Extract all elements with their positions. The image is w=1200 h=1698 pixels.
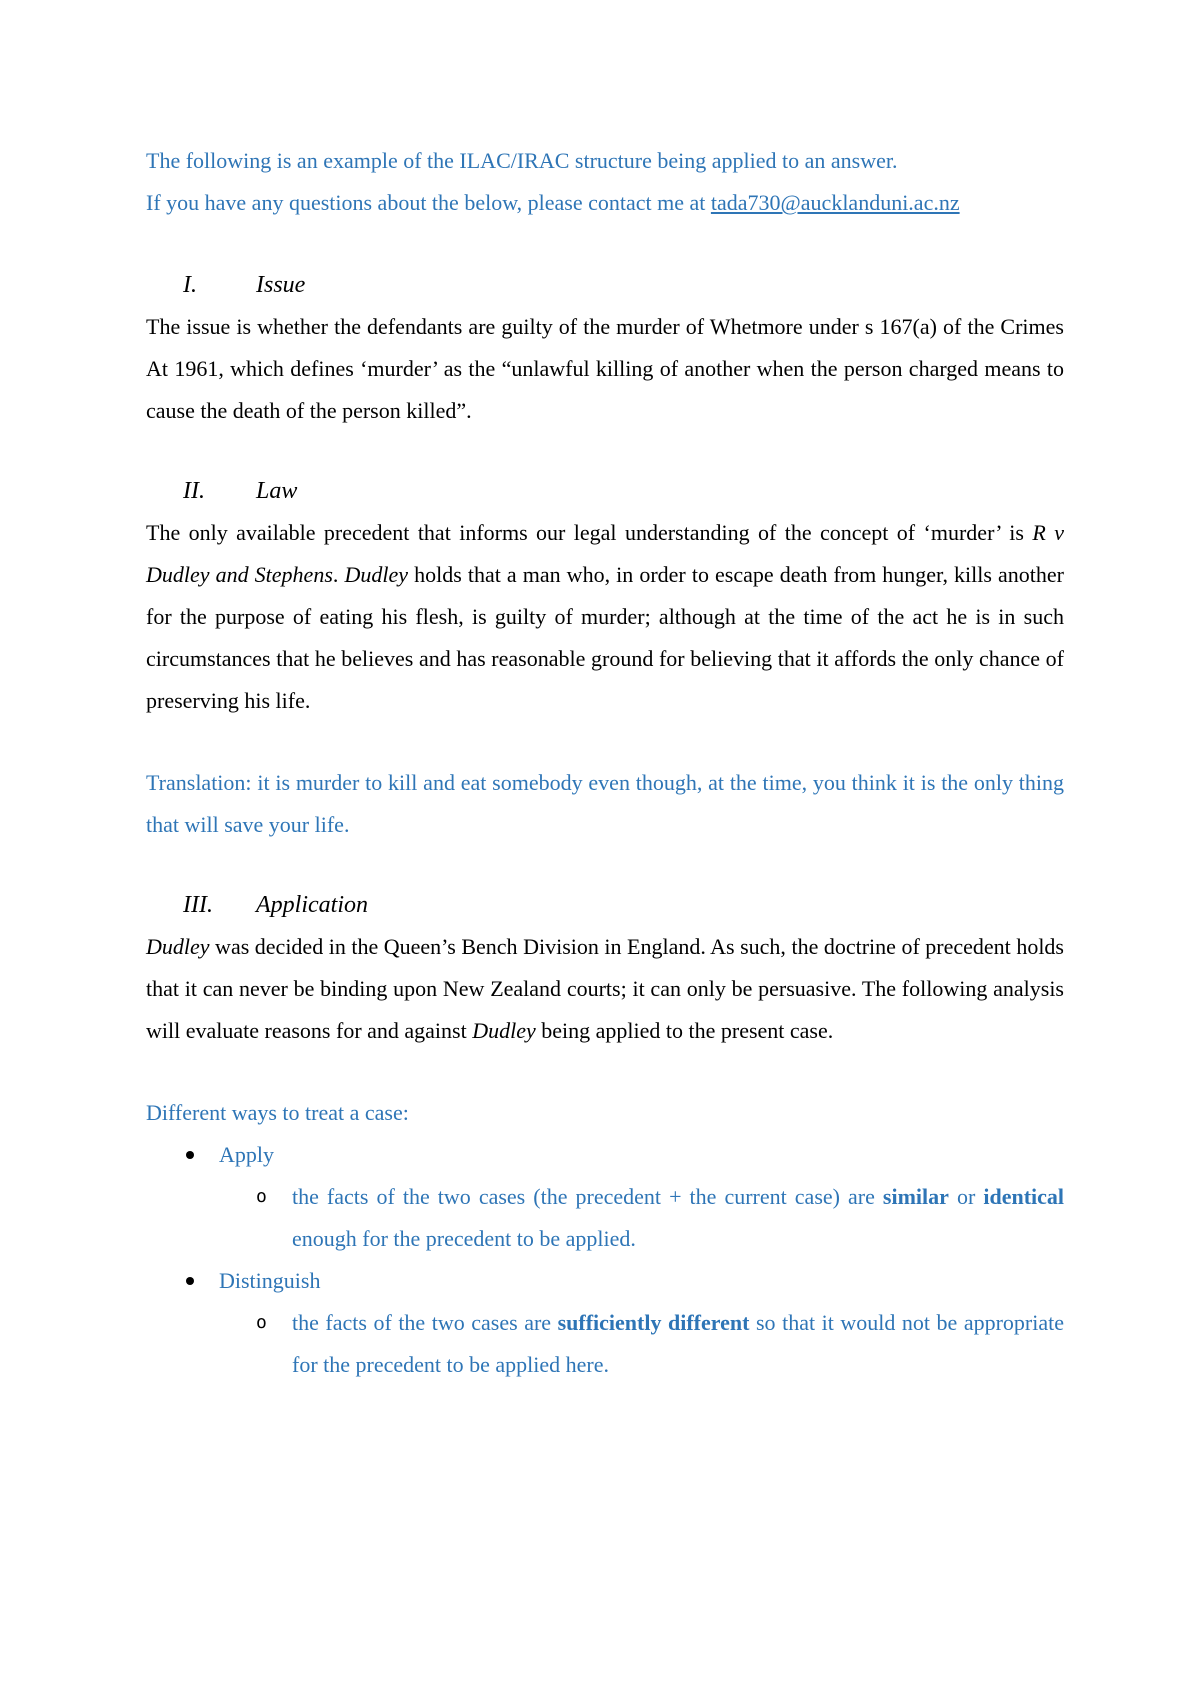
heading-application — [146, 884, 1064, 926]
translation-paragraph: Translation: it is murder to kill and eat somebody even though, at the time, you think it is the only thing that will save your life. — [146, 770, 1064, 837]
heading-issue — [146, 264, 1064, 306]
application-text: was decided in the Queen’s Bench Division in England. As such, the doctrine of precedent holds that it can never be binding upon New Zealand courts; it can only be persuasive. The following analysis will evaluate reasons for and against — [146, 934, 1064, 1043]
case-short-name: Dudley — [146, 934, 210, 959]
law-text: The only available precedent that informs our legal understanding of the concept of ‘murder’ is — [146, 520, 1033, 545]
emphasis-text: identical — [983, 1184, 1065, 1209]
bullet-icon — [183, 1260, 219, 1302]
application-text: being applied to the present case. — [535, 1018, 834, 1043]
sub-list-item — [146, 1176, 1064, 1260]
ways-heading: Different ways to treat a case: — [146, 1100, 409, 1125]
heading-title: Application — [256, 892, 368, 918]
issue-paragraph: The issue is whether the defendants are guilty of the murder of Whetmore under s 167(a) of the Crimes At 1961, which defines ‘murder’ as the “unlawful killing of another when the person charged means to cause the death of the person killed”. — [146, 314, 1064, 423]
list-item-label: Apply — [219, 1142, 274, 1167]
heading-law — [146, 470, 1064, 512]
heading-numeral: II. — [183, 478, 205, 504]
bullet-icon — [183, 1134, 219, 1176]
contact-line — [146, 182, 1064, 224]
detail-text: or — [948, 1184, 984, 1209]
application-paragraph — [146, 926, 1064, 1052]
heading-numeral: I. — [183, 272, 197, 298]
detail-text: the facts of the two cases are — [292, 1310, 558, 1335]
document-body — [146, 140, 1064, 1386]
circle-bullet-icon: o — [256, 1186, 267, 1207]
heading-title: Issue — [256, 272, 306, 298]
heading-numeral: III. — [183, 892, 213, 918]
list-item — [146, 1260, 1064, 1302]
circle-bullet-icon: o — [256, 1312, 267, 1333]
law-paragraph — [146, 512, 1064, 722]
intro-block — [146, 140, 1064, 224]
sub-list-item — [146, 1302, 1064, 1386]
list-item-label: Distinguish — [219, 1268, 321, 1293]
contact-text: If you have any questions about the below, please contact me at — [146, 190, 711, 215]
detail-text: so that it would not be appropriate for the precedent to be applied here. — [292, 1310, 1064, 1377]
emphasis-text: similar — [882, 1184, 949, 1209]
case-short-name: Dudley — [344, 562, 408, 587]
emphasis-text: sufficiently different — [557, 1310, 750, 1335]
detail-text: enough for the precedent to be applied. — [292, 1226, 636, 1251]
heading-title: Law — [256, 478, 298, 504]
case-name: R v Dudley and Stephens — [146, 520, 1064, 587]
sub-list-item-text — [292, 1302, 1064, 1386]
detail-text: the facts of the two cases (the precedent + the current case) are — [292, 1184, 883, 1209]
sub-list-item-text — [292, 1176, 1064, 1260]
law-text: . — [332, 562, 345, 587]
case-short-name: Dudley — [472, 1018, 536, 1043]
list-item — [146, 1134, 1064, 1176]
ways-block — [146, 1092, 1064, 1386]
law-text: holds that a man who, in order to escape death from hunger, kills another for the purpose of eating his flesh, is guilty of murder; although at the time of the act he is in such circumstances that he believes and has reasonable ground for believing that it affords the only chance of preserving his life. — [146, 562, 1065, 713]
intro-line: The following is an example of the ILAC/IRAC structure being applied to an answer. — [146, 148, 898, 173]
email-link[interactable]: tada730@aucklanduni.ac.nz — [710, 190, 960, 215]
